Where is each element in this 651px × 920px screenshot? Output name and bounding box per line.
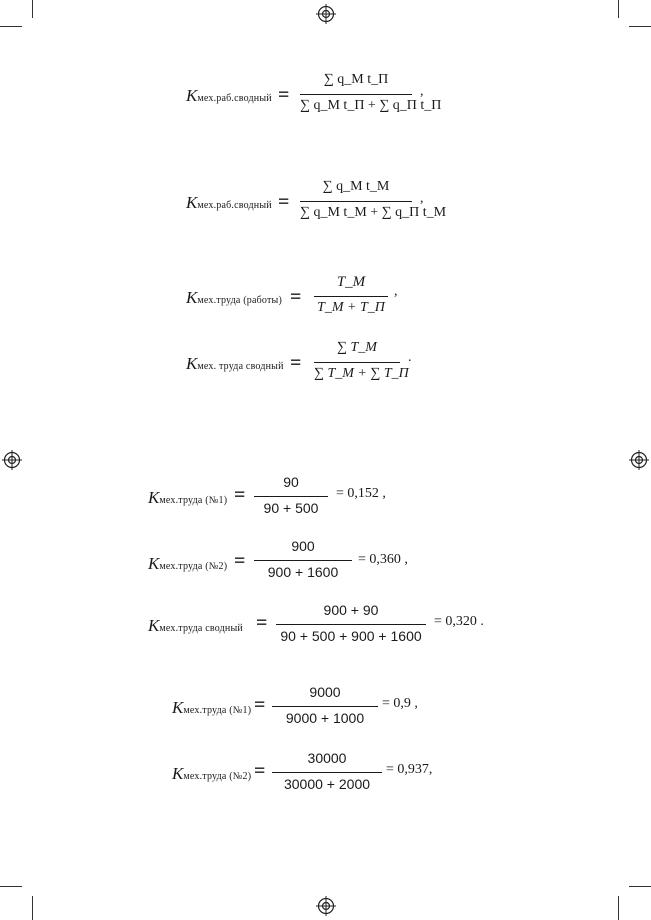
crop-mark: [32, 896, 33, 920]
crop-mark: [0, 886, 22, 887]
formula-subscript: мех.раб.сводный: [197, 93, 272, 104]
formula-1: Kмех.раб.сводный = ∑ q_M t_П ∑ q_M t_П + ∑ q_П t_П ,: [186, 72, 442, 113]
formula-3: Kмех.труда (работы) = T_M T_M + T_П ,: [186, 274, 398, 315]
registration-target-icon: [629, 450, 649, 470]
crop-mark: [0, 26, 22, 27]
registration-target-icon: [316, 4, 336, 24]
numerator: ∑ q_M t_П: [323, 72, 389, 87]
formula-6: Kмех.труда (№2) = 900 900 + 1600 = 0,360 ,: [148, 538, 408, 580]
registration-target-icon: [316, 896, 336, 916]
formula-tail: ,: [420, 84, 424, 99]
formula-4: Kмех. труда сводный = ∑ T_M ∑ T_M + ∑ T_П .: [186, 340, 412, 381]
formula-2: Kмех.раб.сводный = ∑ q_M t_M ∑ q_M t_M + ∑ q_П t_M ,: [186, 179, 447, 220]
registration-target-icon: [2, 450, 22, 470]
crop-mark: [629, 26, 651, 27]
formula-9: Kмех.труда (№2) = 30000 30000 + 2000 = 0,937,: [172, 750, 433, 792]
formula-5: Kмех.труда (№1) = 90 90 + 500 = 0,152 ,: [148, 474, 386, 516]
crop-mark: [32, 0, 33, 18]
crop-mark: [618, 896, 619, 920]
formula-7: Kмех.труда сводный = 900 + 90 90 + 500 + 900 + 1600 = 0,320 .: [148, 602, 484, 644]
crop-mark: [629, 886, 651, 887]
denominator: ∑ q_M t_П + ∑ q_П t_П: [300, 98, 442, 113]
formula-8: Kмех.труда (№1) = 9000 9000 + 1000 = 0,9 ,: [172, 684, 418, 726]
crop-mark: [618, 0, 619, 18]
